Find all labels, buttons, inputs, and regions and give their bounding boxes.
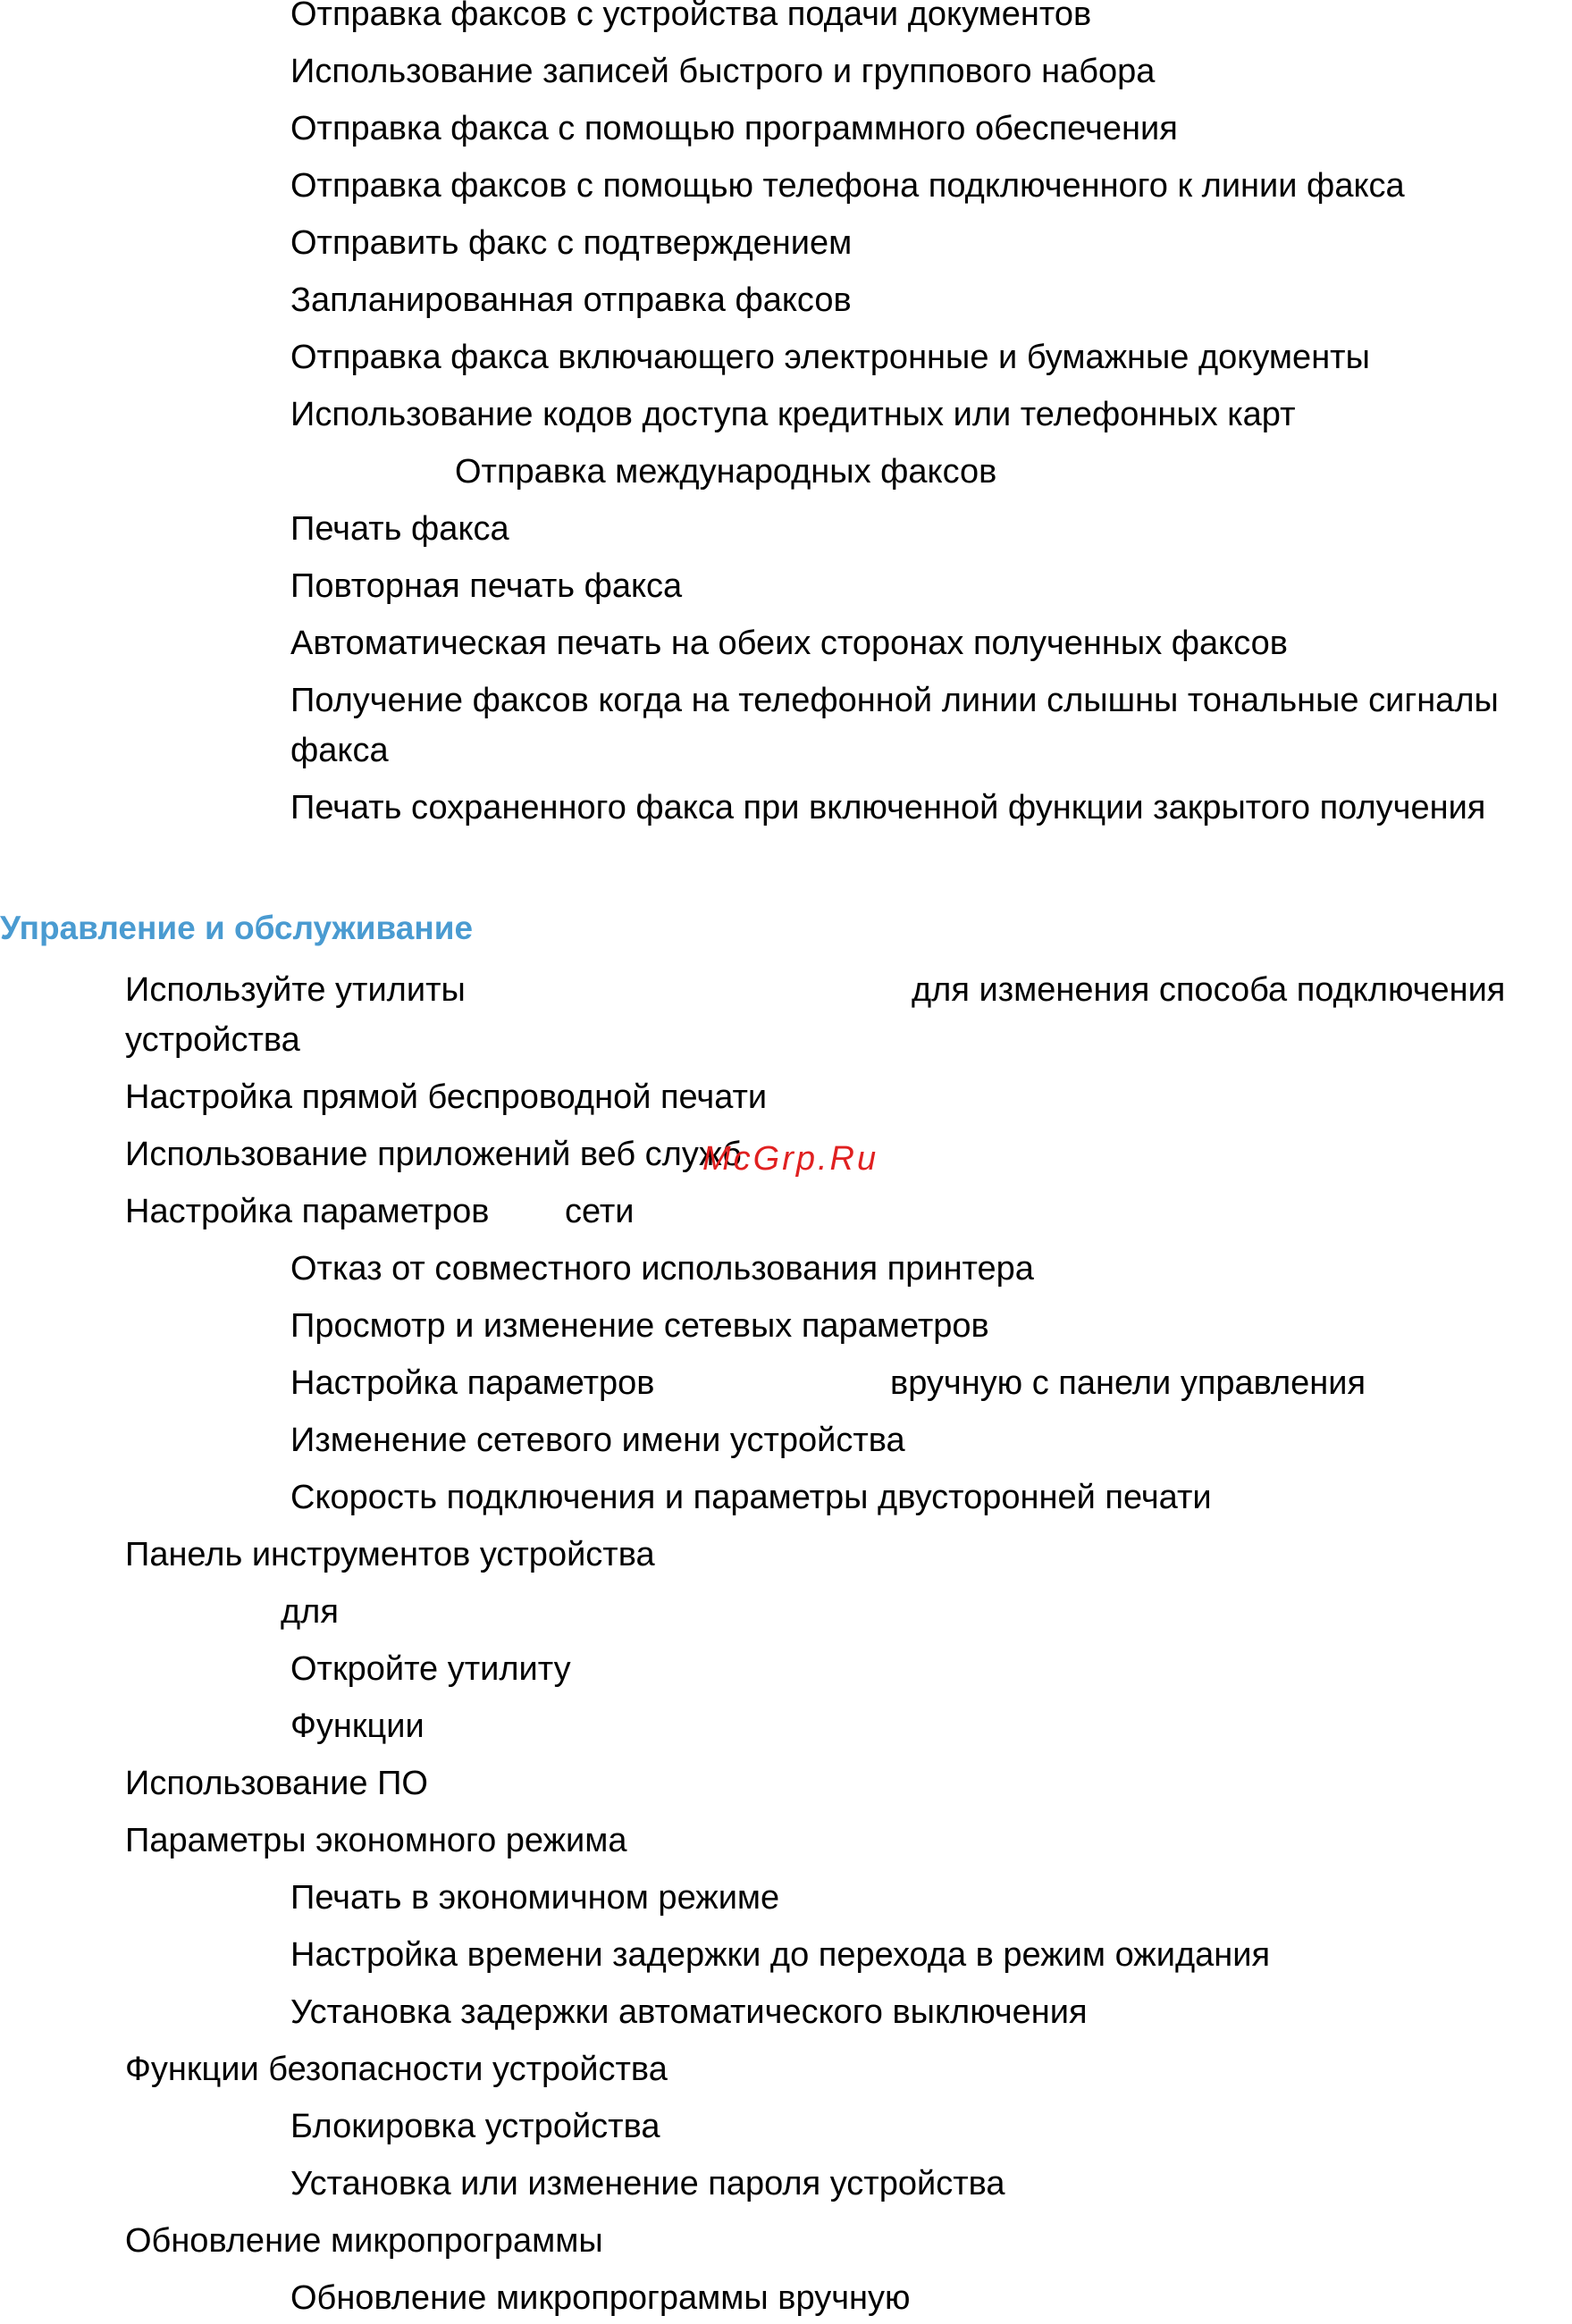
watermark: McGrp.Ru	[702, 1140, 879, 1178]
toc-entry[interactable]: Скорость подключения и параметры двусторонней печати	[290, 1479, 1212, 1516]
toc-entry[interactable]: Использование записей быстрого и группового набора	[290, 53, 1156, 90]
toc-entry[interactable]: Отправить факс с подтверждением	[290, 224, 853, 262]
toc-entry[interactable]: Запланированная отправка факсов	[290, 281, 852, 319]
toc-entry-fragment[interactable]: вручную с панели управления	[890, 1364, 1366, 1402]
toc-entry[interactable]: Используйте утилиты	[125, 971, 466, 1009]
toc-entry[interactable]: Настройка параметров	[290, 1364, 655, 1402]
toc-entry[interactable]: Печать факса	[290, 510, 509, 548]
toc-entry[interactable]: Отказ от совместного использования принтера	[290, 1250, 1034, 1288]
toc-entry-continuation[interactable]: устройства	[125, 1021, 300, 1059]
toc-entry-continuation[interactable]: факса	[290, 732, 389, 769]
toc-entry[interactable]: Обновление микропрограммы	[125, 2222, 603, 2260]
toc-entry[interactable]: Использование приложений веб служб	[125, 1136, 742, 1173]
toc-entry[interactable]: Автоматическая печать на обеих сторонах полученных факсов	[290, 625, 1288, 662]
toc-entry[interactable]: Функции	[290, 1707, 425, 1745]
toc-entry[interactable]: Получение факсов когда на телефонной линии слышны тональные сигналы	[290, 682, 1499, 719]
toc-entry[interactable]: Просмотр и изменение сетевых параметров	[290, 1307, 989, 1345]
toc-entry[interactable]: Установка задержки автоматического выключения	[290, 1993, 1088, 2031]
toc-entry[interactable]: Печать в экономичном режиме	[290, 1879, 780, 1917]
toc-entry[interactable]: Панель инструментов устройства	[125, 1536, 655, 1573]
toc-entry[interactable]: Отправка факса включающего электронные и бумажные документы	[290, 339, 1370, 376]
toc-entry[interactable]: Печать сохраненного факса при включенной функции закрытого получения	[290, 789, 1486, 826]
toc-entry[interactable]: Настройка времени задержки до перехода в режим ожидания	[290, 1936, 1271, 1974]
toc-entry[interactable]: Блокировка устройства	[290, 2108, 660, 2145]
toc-entry[interactable]: Установка или изменение пароля устройства	[290, 2165, 1005, 2202]
toc-entry[interactable]: Отправка международных факсов	[455, 453, 997, 491]
toc-entry-fragment[interactable]: для	[281, 1593, 339, 1631]
toc-entry-fragment[interactable]: сети	[565, 1193, 635, 1230]
toc-entry[interactable]: Отправка факсов с устройства подачи документов	[290, 0, 1092, 33]
toc-entry[interactable]: Настройка параметров	[125, 1193, 490, 1230]
toc-entry[interactable]: Настройка прямой беспроводной печати	[125, 1078, 768, 1116]
toc-entry[interactable]: Использование ПО	[125, 1765, 428, 1802]
toc-entry[interactable]: Отправка факса с помощью программного обеспечения	[290, 110, 1178, 147]
toc-entry-fragment[interactable]: для изменения способа подключения	[912, 971, 1506, 1009]
toc-entry[interactable]: Использование кодов доступа кредитных или телефонных карт	[290, 396, 1296, 433]
toc-entry[interactable]: Откройте утилиту	[290, 1650, 571, 1688]
toc-entry[interactable]: Параметры экономного режима	[125, 1822, 627, 1859]
toc-entry[interactable]: Функции безопасности устройства	[125, 2051, 668, 2088]
toc-entry[interactable]: Обновление микропрограммы вручную	[290, 2279, 911, 2317]
section-heading[interactable]: Управление и обслуживание	[0, 910, 474, 946]
toc-entry[interactable]: Отправка факсов с помощью телефона подключенного к линии факса	[290, 167, 1405, 205]
toc-entry[interactable]: Изменение сетевого имени устройства	[290, 1422, 905, 1459]
toc-entry[interactable]: Повторная печать факса	[290, 567, 683, 605]
